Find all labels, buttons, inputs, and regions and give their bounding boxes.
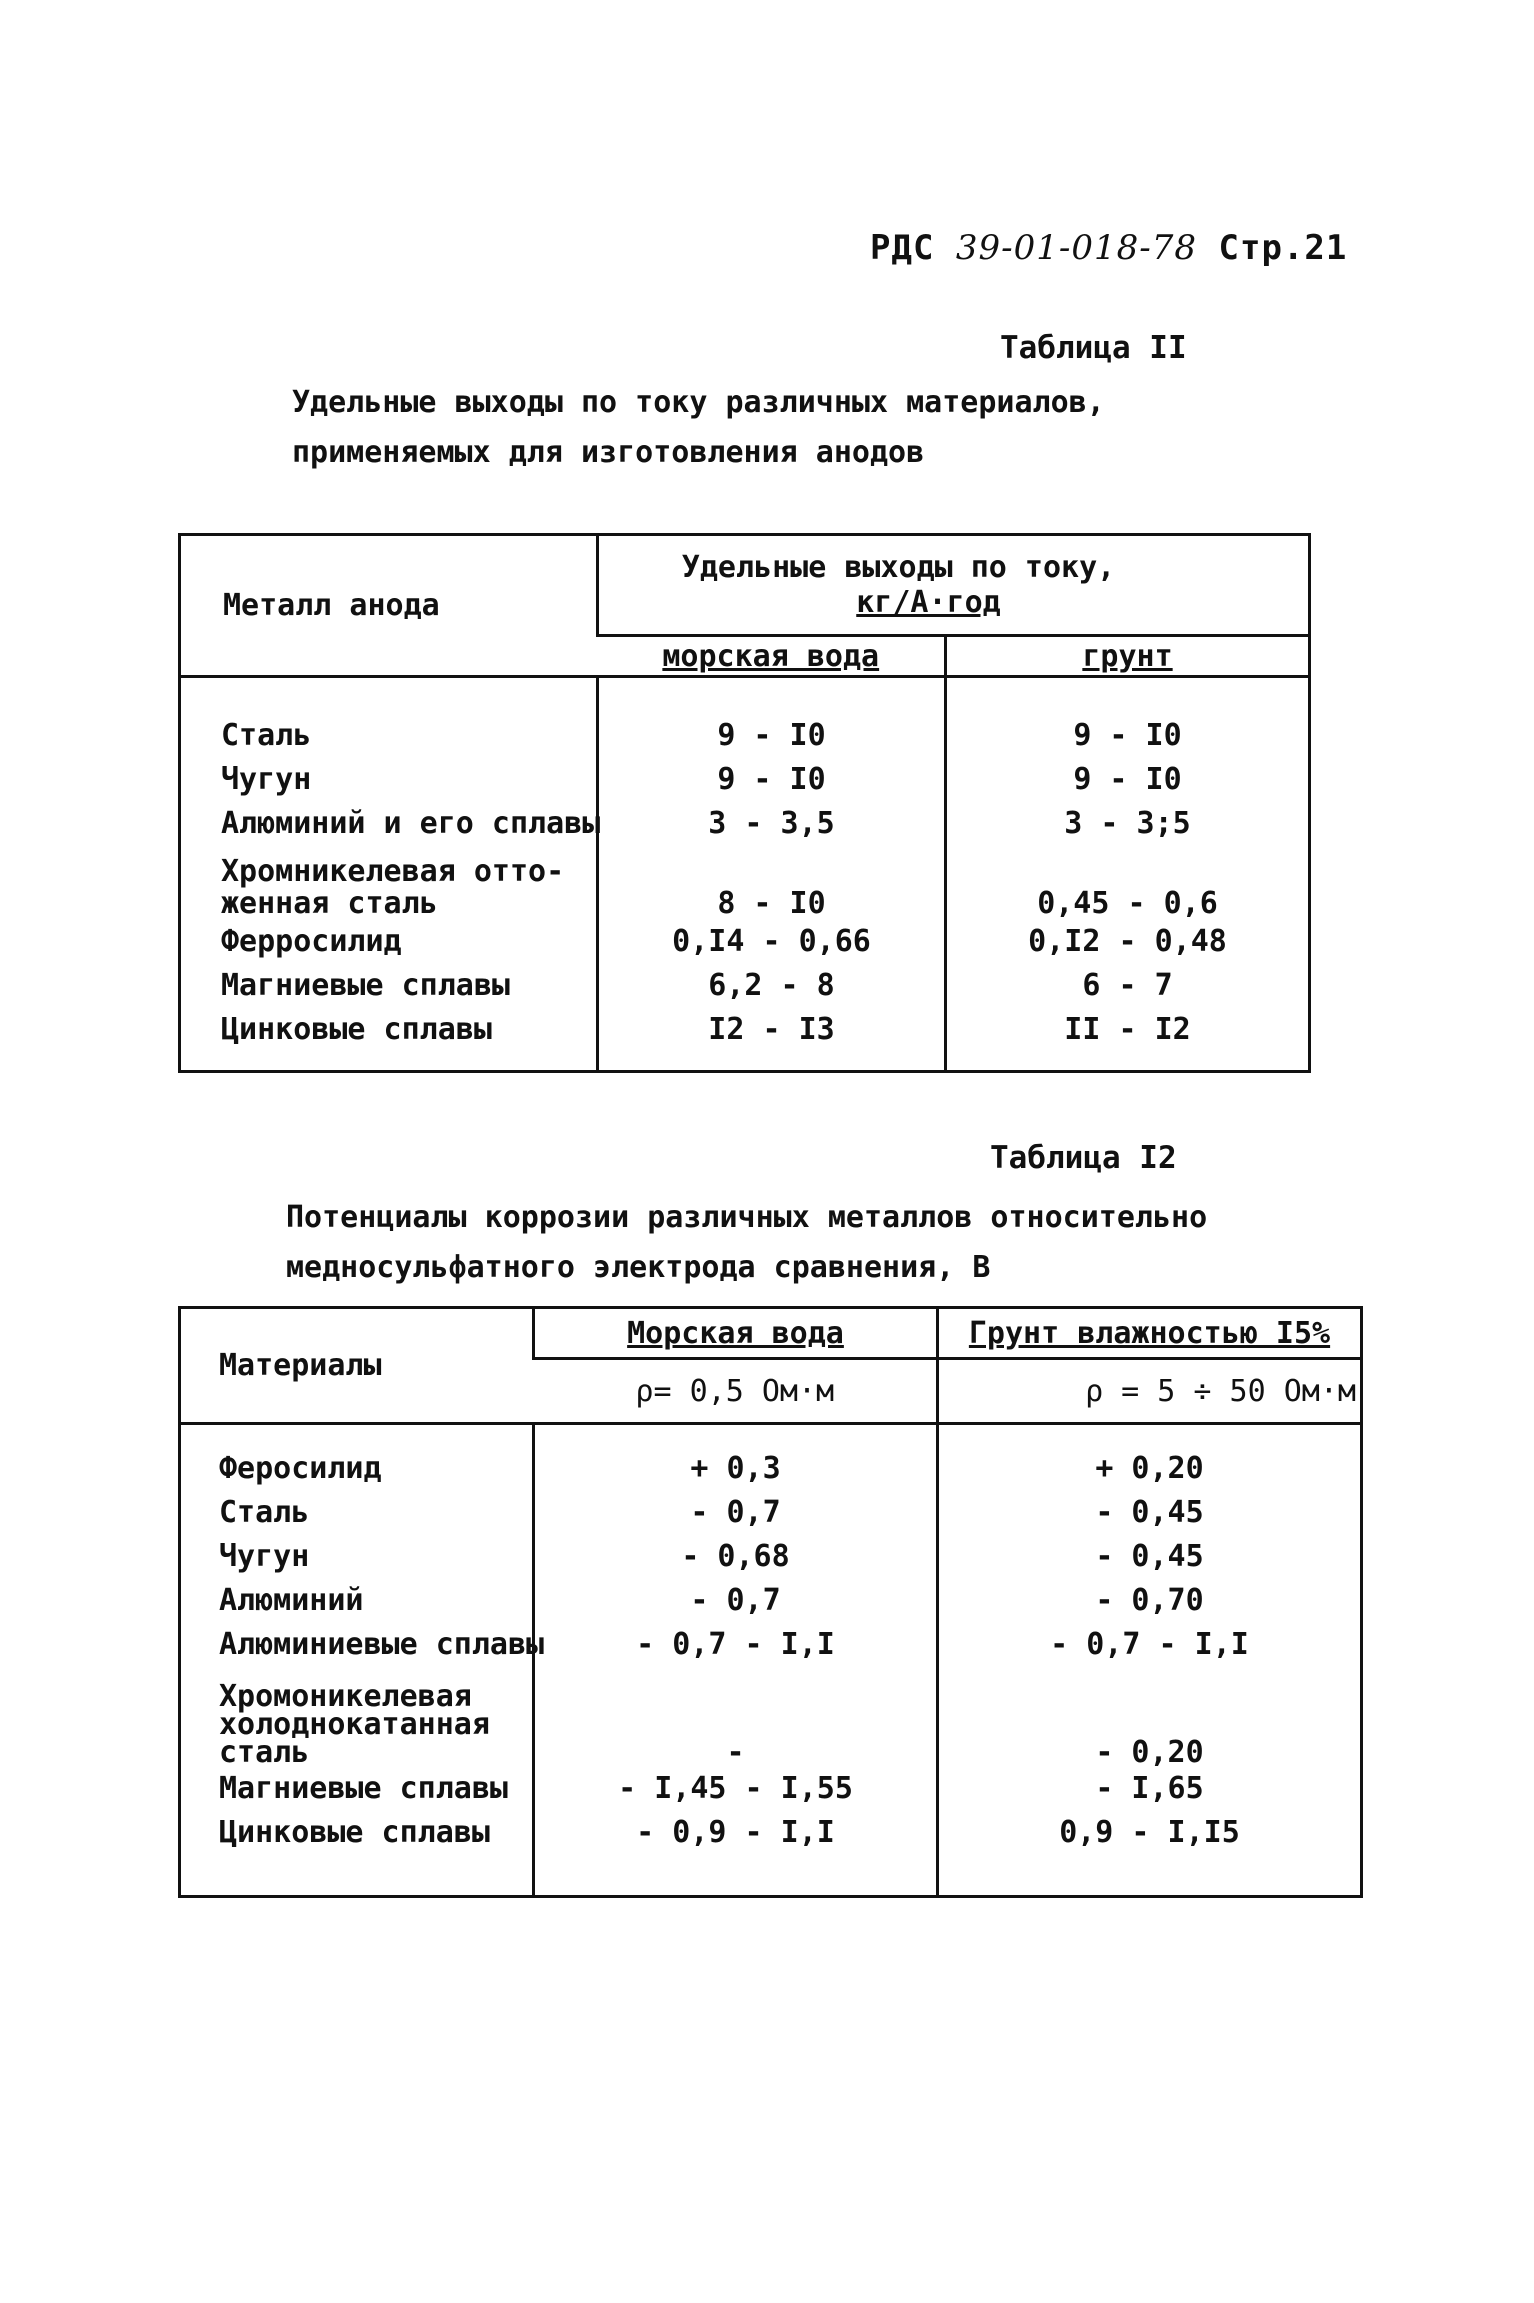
table-cell-soil: 0,9 - I,I5: [1059, 1815, 1240, 1850]
table-cell-soil: 0,45 - 0,6: [1037, 886, 1218, 921]
table-row-name: Ферросилид: [221, 924, 402, 959]
table-cell-sea: - 0,9 - I,I: [636, 1815, 835, 1850]
table-row-name: Алюминий и его сплавы: [221, 806, 601, 841]
table-row-name: Алюминиевые сплавы: [219, 1627, 545, 1662]
table12-body-row: [180, 1424, 1362, 1897]
table11-caption-line2: применяемых для изготовления анодов: [292, 435, 925, 470]
table11-subheader-soil: грунт: [946, 636, 1310, 677]
table-cell-soil: - 0,7 - I,I: [1050, 1627, 1249, 1662]
table-cell-soil: 6 - 7: [1082, 968, 1173, 1003]
table12-caption: [286, 1193, 1207, 1293]
table11-col-group-header-line2: кг/А·год: [856, 585, 1001, 620]
table11-col-group-header: [598, 535, 1310, 636]
table12-soil-col: [938, 1424, 1362, 1897]
table11-names-col: [180, 677, 601, 1072]
table-cell-sea: 3 - 3,5: [708, 806, 835, 841]
table11-sea-col: [598, 677, 946, 1072]
table11-subheader-sea: морская вода: [598, 636, 946, 677]
table11-body-row: [180, 677, 1310, 1072]
table-cell-sea: - 0,7 - I,I: [636, 1627, 835, 1662]
table12-col-soil-header: Грунт влажностью I5%: [938, 1308, 1362, 1359]
table-cell-soil: 9 - I0: [1073, 762, 1182, 797]
table11-soil-col: [946, 677, 1310, 1072]
page-header: [870, 228, 1347, 268]
table-row-name: Чугун: [221, 762, 312, 797]
table-row-name: Чугун: [219, 1539, 310, 1574]
table-cell-sea: 8 - I0: [717, 886, 826, 921]
table-row-name: Цинковые сплавы: [219, 1815, 490, 1850]
table12-col-sea-header: Морская вода: [534, 1308, 938, 1359]
table-cell-sea: - 0,68: [681, 1539, 790, 1574]
table12-names-col: [180, 1424, 545, 1897]
table-row-name: Сталь: [219, 1495, 310, 1530]
table-cell-sea: - 0,7: [690, 1583, 781, 1618]
table11-label: Таблица II: [1000, 330, 1187, 366]
table-cell-soil: - 0,70: [1095, 1583, 1204, 1618]
table12-caption-line1: Потенциалы коррозии различных металлов относительно: [286, 1200, 1208, 1235]
table-cell-soil: - 0,20: [1095, 1735, 1204, 1770]
table-row-name: Алюминий: [219, 1583, 364, 1618]
table12-sea-col: [534, 1424, 938, 1897]
table11-col-group-header-line1: Удельные выходы по току,: [681, 550, 1116, 585]
table-cell-soil: - 0,45: [1095, 1539, 1204, 1574]
table12-header-row: [180, 1308, 1362, 1359]
table12-label: Таблица I2: [990, 1140, 1177, 1176]
table12-col-material-header: Материалы: [180, 1308, 534, 1424]
table-row-name: Хромникелевая отто-женная сталь: [221, 854, 565, 921]
table-cell-soil: 9 - I0: [1073, 718, 1182, 753]
table-row-name: Феросилид: [219, 1451, 382, 1486]
doc-number: 39-01-018-78: [955, 228, 1198, 268]
table-row-name: Сталь: [221, 718, 312, 753]
table-cell-sea: I2 - I3: [708, 1012, 835, 1047]
doc-code: РДС: [870, 228, 935, 268]
table-cell-soil: 3 - 3;5: [1064, 806, 1191, 841]
table11-caption-line1: Удельные выходы по току различных материалов,: [292, 385, 1105, 420]
table11-header-row: [180, 535, 1310, 636]
table-cell-soil: 0,I2 - 0,48: [1028, 924, 1227, 959]
table-cell-soil: - I,65: [1095, 1771, 1204, 1806]
table12-caption-line2: медносульфатного электрода сравнения, В: [286, 1250, 991, 1285]
table12: [178, 1306, 1363, 1898]
table12-col-soil-resistivity: ρ = 5 ÷ 50 Ом·м: [938, 1359, 1362, 1424]
table-cell-sea: 9 - I0: [717, 718, 826, 753]
table-cell-sea: - I,45 - I,55: [618, 1771, 853, 1806]
table-cell-sea: + 0,3: [690, 1451, 781, 1486]
table-cell-soil: + 0,20: [1095, 1451, 1204, 1486]
table11-col-metal-header: Металл анода: [180, 535, 598, 677]
table-cell-sea: - 0,7: [690, 1495, 781, 1530]
page-number: Стр.21: [1218, 228, 1348, 268]
table-cell-soil: II - I2: [1064, 1012, 1191, 1047]
table-cell-sea: 9 - I0: [717, 762, 826, 797]
table-row-name: Магниевые сплавы: [221, 968, 510, 1003]
table-cell-soil: - 0,45: [1095, 1495, 1204, 1530]
table-row-name: Хромоникелевая холоднокатанная сталь: [219, 1679, 490, 1770]
table11-caption: [292, 378, 1105, 478]
table12-col-sea-resistivity: ρ= 0,5 Ом·м: [534, 1359, 938, 1424]
table-cell-sea: 0,I4 - 0,66: [672, 924, 871, 959]
table11: [178, 533, 1311, 1073]
table-row-name: Магниевые сплавы: [219, 1771, 508, 1806]
table-row-name: Цинковые сплавы: [221, 1012, 492, 1047]
table-cell-sea: 6,2 - 8: [708, 968, 835, 1003]
table-cell-sea: -: [726, 1735, 745, 1770]
